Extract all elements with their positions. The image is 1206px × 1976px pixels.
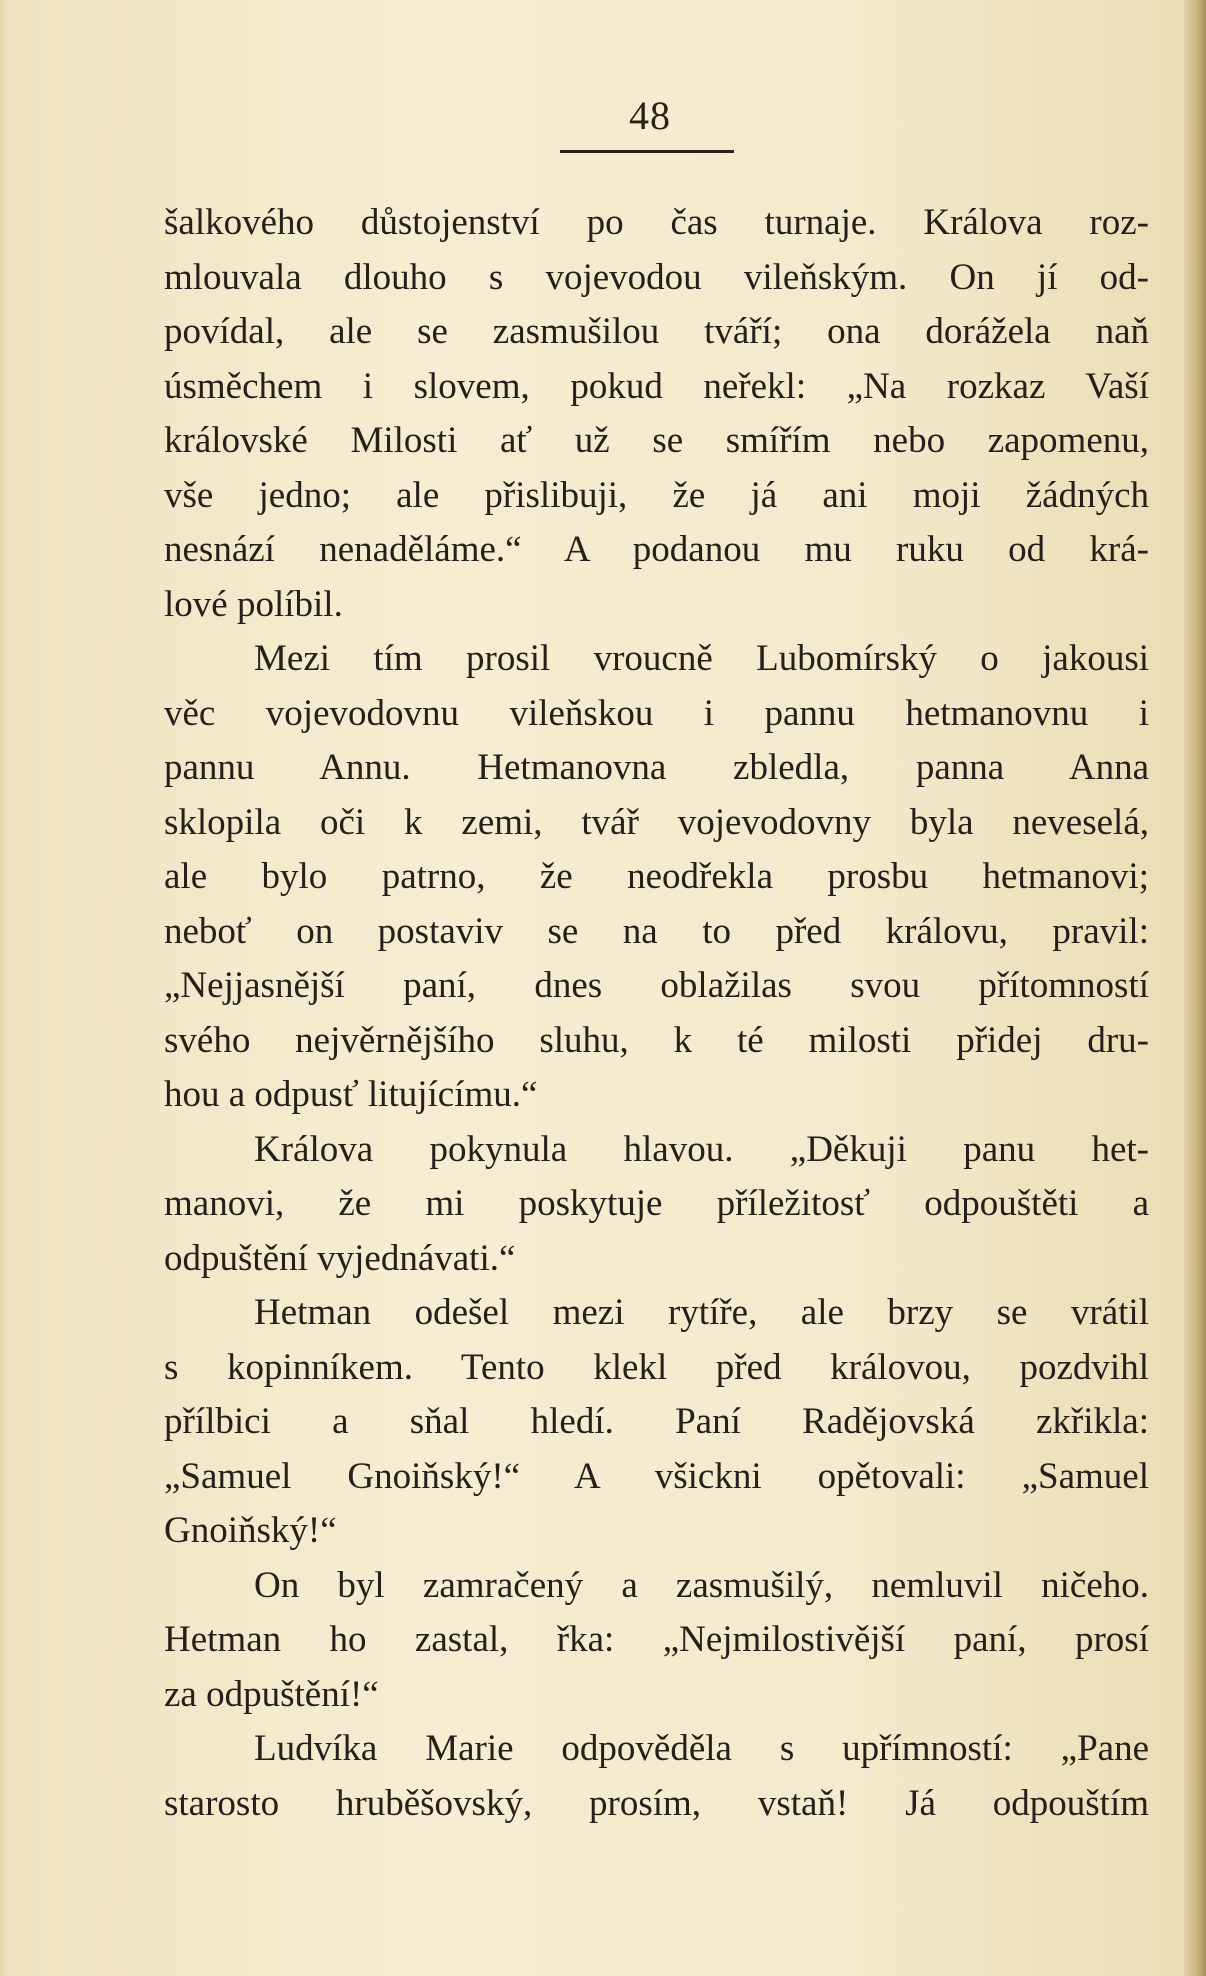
header-rule (560, 150, 734, 153)
text-line: Gnoiňský!“ (164, 1510, 337, 1551)
text-line: věc vojevodovnu vileňskou i pannu hetmanovnu i (164, 692, 1149, 734)
text-line: lové políbil. (164, 583, 343, 625)
text-line: přílbici a sňal hledí. Paní Radějovská zkřikla: (164, 1401, 1149, 1442)
text-line: mlouvala dlouho s vojevodou vileňským. On jí od- (164, 256, 1149, 298)
text-line: ale bylo patrno, že neodřekla prosbu hetmanovi; (164, 856, 1149, 897)
text-line: hou a odpusť litujícímu.“ (164, 1074, 538, 1115)
page-right-edge (1184, 0, 1206, 1976)
page-left-edge (0, 0, 10, 1976)
text-line: Hetman ho zastal, řka: „Nejmilostivější paní, prosí (164, 1619, 1149, 1660)
text-line: za odpuštění!“ (164, 1673, 379, 1715)
text-line: povídal, ale se zasmušilou tváří; ona dorážela naň (164, 311, 1149, 352)
text-line: pannu Annu. Hetmanovna zbledla, panna Anna (164, 747, 1149, 788)
text-line: vše jedno; ale přislibuji, že já ani moji žádných (164, 474, 1149, 516)
text-line: Králova pokynula hlavou. „Děkuji panu het- (254, 1128, 1149, 1170)
text-line: Ludvíka Marie odpověděla s upřímností: „Pane (254, 1728, 1149, 1769)
text-line: Mezi tím prosil vroucně Lubomírský o jakousi (254, 638, 1149, 679)
text-line: neboť on postaviv se na to před královu, pravil: (164, 910, 1149, 952)
text-line: manovi, že mi poskytuje příležitosť odpouštěti a (164, 1183, 1149, 1224)
text-line: svého nejvěrnějšího sluhu, k té milosti přidej dru- (164, 1019, 1149, 1061)
text-line: „Nejjasnější paní, dnes oblažilas svou přítomností (164, 965, 1149, 1006)
text-line: odpuštění vyjednávati.“ (164, 1237, 516, 1279)
text-line: nesnází nenaděláme.“ A podanou mu ruku od krá- (164, 529, 1149, 570)
text-line: starosto hruběšovský, prosím, vstaň! Já odpouštím (164, 1782, 1149, 1824)
page-number: 48 (629, 93, 671, 138)
text-line: sklopila oči k zemi, tvář vojevodovny byla neveselá, (164, 801, 1149, 843)
text-line: On byl zamračený a zasmušilý, nemluvil ničeho. (254, 1564, 1149, 1606)
body-text (164, 196, 1149, 1831)
text-line: královské Milosti ať už se smířím nebo zapomenu, (164, 420, 1149, 461)
text-line: Hetman odešel mezi rytíře, ale brzy se vrátil (254, 1292, 1149, 1333)
text-line: „Samuel Gnoiňský!“ A všickni opětovali: „Samuel (164, 1455, 1149, 1497)
text-line: s kopinníkem. Tento klekl před královou, pozdvihl (164, 1346, 1149, 1388)
text-line: šalkového důstojenství po čas turnaje. Králova roz- (164, 202, 1149, 243)
text-line: úsměchem i slovem, pokud neřekl: „Na rozkaz Vaší (164, 365, 1149, 407)
